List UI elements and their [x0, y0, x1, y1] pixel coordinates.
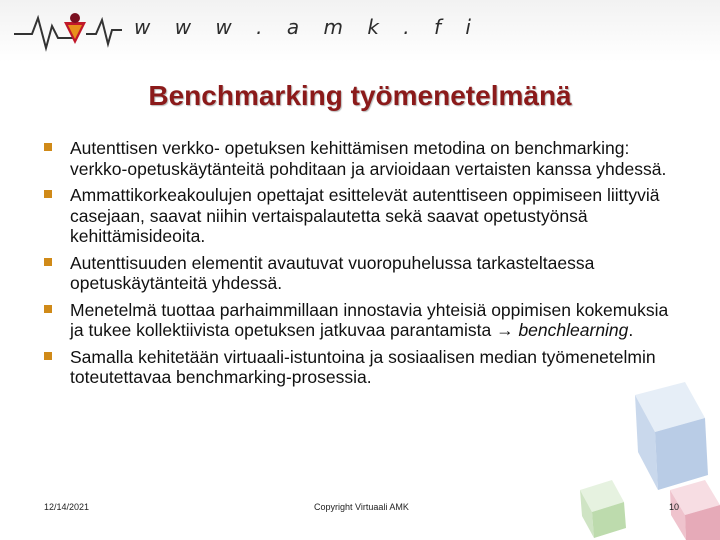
bullet-text: Menetelmä tuottaa parhaimmillaan innostavia yhteisiä oppimisen kokemuksia ja tukee kollektiivista opetuksen jatkuvaa parantamista — [70, 299, 669, 340]
bullet-item — [44, 185, 684, 247]
bullet-text: Autenttisuuden elementit avautuvat vuoropuhelussa tarkasteltaessa opetuskäytänteitä yhdessä. — [70, 252, 595, 293]
bullet-text: Autenttisen verkko- opetuksen kehittämisen metodina on benchmarking: verkko-opetuskäytänteitä pohditaan ja arvioidaan vertaisten kanssa yhdessä. — [70, 138, 667, 179]
site-url: w w w . a m k . f i — [134, 15, 480, 39]
footer-date: 12/14/2021 — [44, 502, 90, 512]
bullet-emphasis: benchlearning — [518, 320, 629, 340]
bullet-item — [44, 300, 684, 341]
bullet-text: Ammattikorkeakoulujen opettajat esittelevät autenttiseen oppimiseen liittyviä casejaan, saavat niihin vertaispalautetta sekä saavat opetustyönsä kehittämisideoita. — [70, 185, 660, 246]
bullet-text-end: . — [628, 320, 634, 340]
bullet-item — [44, 253, 684, 294]
bullet-marker-icon — [44, 190, 52, 198]
amk-logo-icon — [12, 8, 124, 52]
footer-copyright: Copyright Virtuaali AMK — [314, 502, 409, 512]
bullet-item — [44, 138, 684, 179]
footer-page-number: 10 — [669, 502, 680, 512]
bullet-marker-icon — [44, 305, 52, 313]
bullet-marker-icon — [44, 258, 52, 266]
slide-title: Benchmarking työmenetelmänä — [148, 80, 572, 111]
decorative-cubes-icon — [520, 340, 720, 540]
bullet-marker-icon — [44, 352, 52, 360]
bullet-text: Samalla kehitetään virtuaali-istuntoina ja sosiaalisen median työmenetelmin toteutettavaa benchmarking-prosessia. — [70, 346, 656, 387]
bullet-marker-icon — [44, 143, 52, 151]
arrow-icon: → — [496, 320, 514, 340]
